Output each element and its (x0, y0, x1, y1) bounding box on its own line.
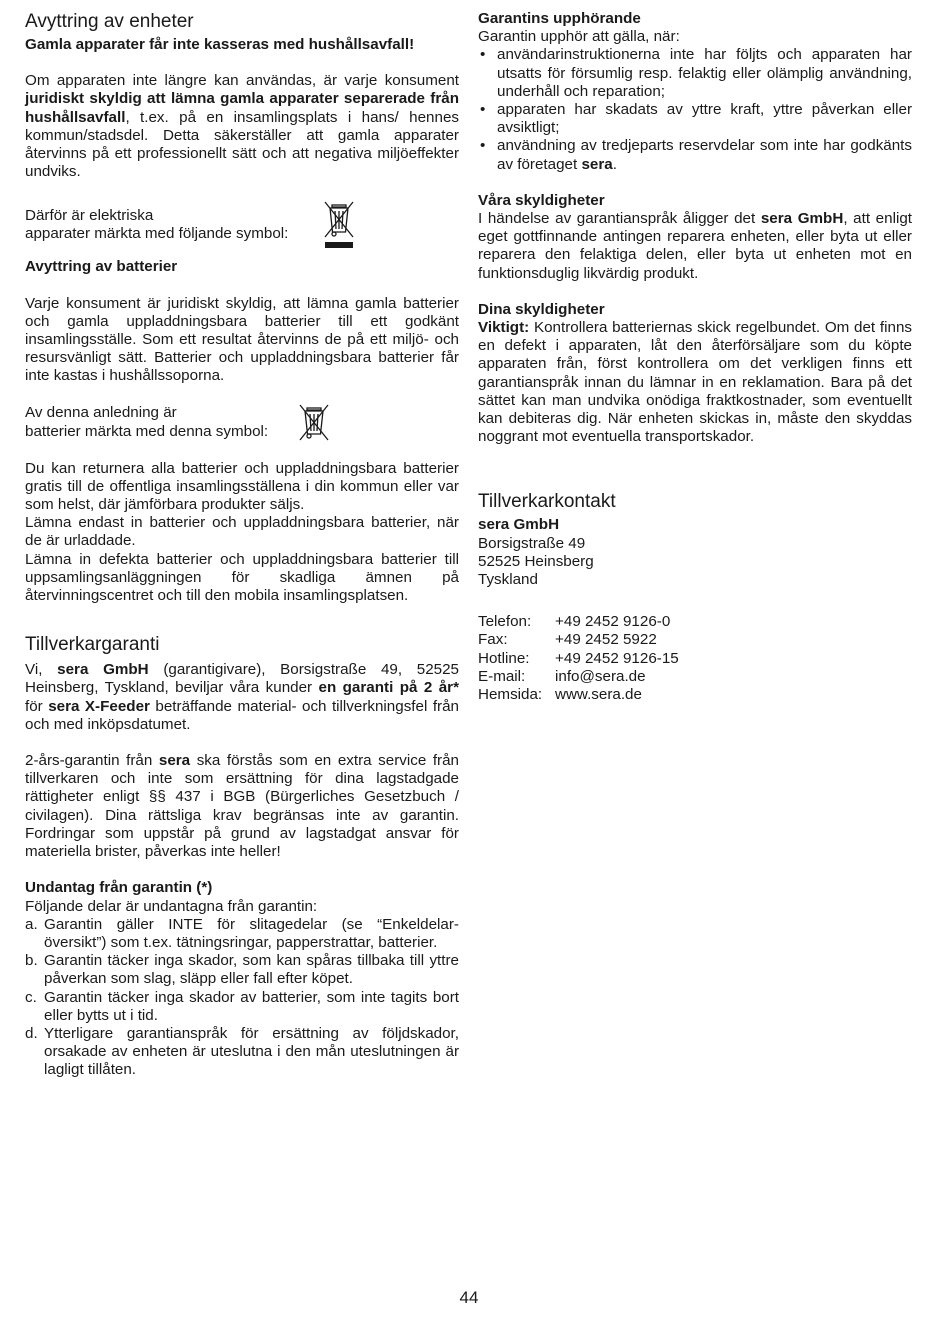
appliance-symbol-row (25, 199, 459, 251)
right-column (478, 10, 912, 704)
exceptions-intro: Följande delar är undantagna från garantin: (25, 897, 318, 915)
your-duties-paragraph: Viktigt: Kontrollera batteriernas skick regelbundet. Om det finns en defekt i apparaten, låt den återförsäljare som du köpte apparaten från, först kontrollera om det verkligen finns ett garantianspråk innan du lämnar in en reklamation. Bara på det sättet kan man undvika onödiga fraktkostnader, som eventuellt kan debiteras dig. När enheten skickas in, måste den skyddas noggrant mot eventuella transportskador. (478, 319, 912, 446)
page-number: 44 (459, 1288, 479, 1307)
list-item: • användarinstruktionerna inte har följts och apparaten har utsatts för försumlig resp. felaktig eller olämplig användning, underhåll och reparation; (478, 46, 912, 101)
termination-intro: Garantin upphör att gälla, när: (478, 28, 680, 46)
exceptions-heading: Undantag från garantin (*) (25, 879, 213, 897)
contact-row-website: Hemsida: www.sera.de (478, 686, 642, 704)
our-duties-paragraph: I händelse av garantianspråk åligger det sera GmbH, att enligt eget gottfinnande antingen reparera enheten, eller byta ut eller reparera den felaktiga delen, eller byta ut enheten mot en funktionsduglig likvärdig produkt. (478, 210, 912, 282)
batteries-paragraph-1: Varje konsument är juridiskt skyldig, att lämna gamla batterier och gamla uppladdningsbara batterier till ett godkänt insamlingsställe. Som ett resultat återvinns de på ett miljö- och resursvänligt sätt. Batterier och uppladdningsbara batterier får inte kastas i hushållssoporna. (25, 294, 459, 385)
list-item: b. Garantin täcker inga skador, som kan spåras tillbaka till yttre påverkan som slag, släpp eller fall efter köpet. (25, 952, 459, 988)
contact-company: sera GmbH (478, 516, 560, 534)
warranty-paragraph-1: Vi, sera GmbH (garantigivare), Borsigstraße 49, 52525 Heinsberg, Tyskland, beviljar våra kunder en garanti på 2 år* för sera X-Feeder beträffande material- och tillverkningsfel från och med inköpsdatumet. (25, 661, 459, 733)
termination-list (478, 46, 912, 173)
appliance-symbol-text: Därför är elektriska apparater märkta med följande symbol: (25, 207, 289, 243)
warranty-heading: Tillverkargaranti (25, 634, 160, 656)
batteries-heading: Avyttring av batterier (25, 258, 178, 276)
your-duties-heading: Dina skyldigheter (478, 300, 605, 318)
termination-heading: Garantins upphörande (478, 10, 641, 27)
crossed-out-wheelie-bin-with-bar-icon (322, 199, 356, 251)
crossed-out-wheelie-bin-icon (297, 404, 331, 442)
contact-heading: Tillverkarkontakt (478, 491, 616, 513)
battery-symbol-text: Av denna anledning är batterier märkta med denna symbol: (25, 404, 269, 440)
list-item: d. Ytterligare garantianspråk för ersättning av följdskador, orsakade av enheten är uteslutna i den mån uteslutningen är lagligt tillåten. (25, 1024, 459, 1079)
contact-row-hotline: Hotline: +49 2452 9126-15 (478, 649, 679, 667)
list-item: a. Garantin gäller INTE för slitagedelar (se “Enkeldelar-översikt”) som t.ex. tätningsringar, papperstrattar, batterier. (25, 915, 459, 951)
contact-row-email: E-mail: info@sera.de (478, 667, 646, 685)
our-duties-heading: Våra skyldigheter (478, 191, 605, 209)
batteries-paragraph-2: Du kan returnera alla batterier och uppladdningsbara batterier gratis till de offentliga insamlingsställena i din kommun eller var som helst, där jämförbara produkter säljs. (25, 459, 459, 514)
list-item: • användning av tredjeparts reservdelar som inte har godkänts av företaget sera. (478, 137, 912, 173)
left-column (25, 10, 459, 1080)
contact-country: Tyskland (478, 571, 538, 589)
contact-details (478, 613, 912, 704)
disposal-paragraph: Om apparaten inte längre kan användas, är varje konsument juridiskt skyldig att lämna gamla apparater separerade från hushållsavfall, t.ex. på en insamlingsplats i hans/ hennes kommun/stadsdel. Detta säkerställer att gamla apparater återvinns på ett professionellt sätt och att negativa miljöeffekter undviks. (25, 72, 459, 181)
warranty-paragraph-2: 2-års-garantin från sera ska förstås som en extra service från tillverkaren och inte som ersättning för dina lagstadgade rättigheter enligt §§ 437 i BGB (Bürgerliches Gesetzbuch / civilagen). Dina rättsliga krav begränsas inte av garantin. Fordringar som uppstår på grund av lagstadgat ansvar för materiella brister, påverkas inte heller! (25, 752, 460, 861)
batteries-paragraph-4: Lämna in defekta batterier och uppladdningsbara batterier till uppsamlingsanläggningen för skadliga ämnen på återvinningscentret och till den mobila insamlingsplatsen. (25, 550, 459, 605)
contact-street: Borsigstraße 49 (478, 534, 586, 552)
list-item: c. Garantin täcker inga skador av batterier, som inte tagits bort eller bytts ut i tid. (25, 988, 459, 1024)
exceptions-list (25, 916, 459, 1080)
batteries-paragraph-3: Lämna endast in batterier och uppladdningsbara batterier, när de är urladdade. (25, 514, 459, 550)
disposal-heading: Avyttring av enheter (25, 11, 194, 32)
list-item: • apparaten har skadats av yttre kraft, yttre påverkan eller avsiktligt; (478, 101, 912, 137)
battery-symbol-row (25, 404, 459, 442)
contact-row-fax: Fax: +49 2452 5922 (478, 631, 657, 649)
disposal-subheading: Gamla apparater får inte kasseras med hushållsavfall! (25, 36, 415, 53)
contact-city: 52525 Heinsberg (478, 552, 594, 570)
contact-row-phone: Telefon: +49 2452 9126-0 (478, 613, 671, 631)
